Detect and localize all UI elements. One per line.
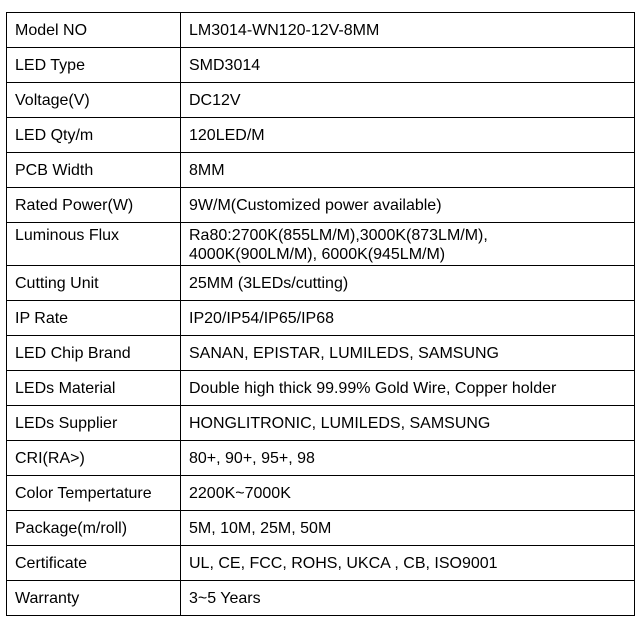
- table-row: [7, 406, 635, 441]
- spec-value: 3~5 Years: [181, 581, 635, 616]
- spec-value: UL, CE, FCC, ROHS, UKCA , CB, ISO9001: [181, 546, 635, 581]
- spec-value-line: Ra80:2700K(855LM/M),3000K(873LM/M),: [189, 227, 488, 244]
- spec-label: LED Qty/m: [7, 118, 181, 153]
- table-row: [7, 581, 635, 616]
- table-row: [7, 118, 635, 153]
- table-row: [7, 223, 635, 266]
- spec-value: SANAN, EPISTAR, LUMILEDS, SAMSUNG: [181, 336, 635, 371]
- spec-value: SMD3014: [181, 48, 635, 83]
- table-row: [7, 336, 635, 371]
- table-row: [7, 266, 635, 301]
- spec-table: [6, 12, 635, 616]
- spec-label: Color Tempertature: [7, 476, 181, 511]
- spec-label: LEDs Supplier: [7, 406, 181, 441]
- table-row: [7, 188, 635, 223]
- spec-value: 8MM: [181, 153, 635, 188]
- spec-value: Double high thick 99.99% Gold Wire, Copper holder: [181, 371, 635, 406]
- spec-value: IP20/IP54/IP65/IP68: [181, 301, 635, 336]
- table-row: [7, 301, 635, 336]
- spec-label: Voltage(V): [7, 83, 181, 118]
- table-row: [7, 153, 635, 188]
- table-row: [7, 476, 635, 511]
- spec-label: Model NO: [7, 13, 181, 48]
- spec-value: LM3014-WN120-12V-8MM: [181, 13, 635, 48]
- spec-label: LEDs Material: [7, 371, 181, 406]
- spec-label: LED Chip Brand: [7, 336, 181, 371]
- spec-label: IP Rate: [7, 301, 181, 336]
- table-row: [7, 441, 635, 476]
- spec-value: [181, 223, 635, 266]
- spec-label: PCB Width: [7, 153, 181, 188]
- table-row: [7, 371, 635, 406]
- spec-value: DC12V: [181, 83, 635, 118]
- spec-label: LED Type: [7, 48, 181, 83]
- table-row: [7, 13, 635, 48]
- spec-label: Certificate: [7, 546, 181, 581]
- spec-value: 2200K~7000K: [181, 476, 635, 511]
- table-row: [7, 48, 635, 83]
- spec-label: Warranty: [7, 581, 181, 616]
- spec-value: 120LED/M: [181, 118, 635, 153]
- spec-value: 25MM (3LEDs/cutting): [181, 266, 635, 301]
- spec-label: Cutting Unit: [7, 266, 181, 301]
- spec-value-line: 4000K(900LM/M), 6000K(945LM/M): [189, 246, 446, 263]
- spec-label: Rated Power(W): [7, 188, 181, 223]
- spec-value: HONGLITRONIC, LUMILEDS, SAMSUNG: [181, 406, 635, 441]
- spec-value: 80+, 90+, 95+, 98: [181, 441, 635, 476]
- spec-label: Luminous Flux: [7, 223, 181, 266]
- spec-label: Package(m/roll): [7, 511, 181, 546]
- table-row: [7, 83, 635, 118]
- table-row: [7, 511, 635, 546]
- spec-label: CRI(RA>): [7, 441, 181, 476]
- table-row: [7, 546, 635, 581]
- spec-value: 9W/M(Customized power available): [181, 188, 635, 223]
- spec-value: 5M, 10M, 25M, 50M: [181, 511, 635, 546]
